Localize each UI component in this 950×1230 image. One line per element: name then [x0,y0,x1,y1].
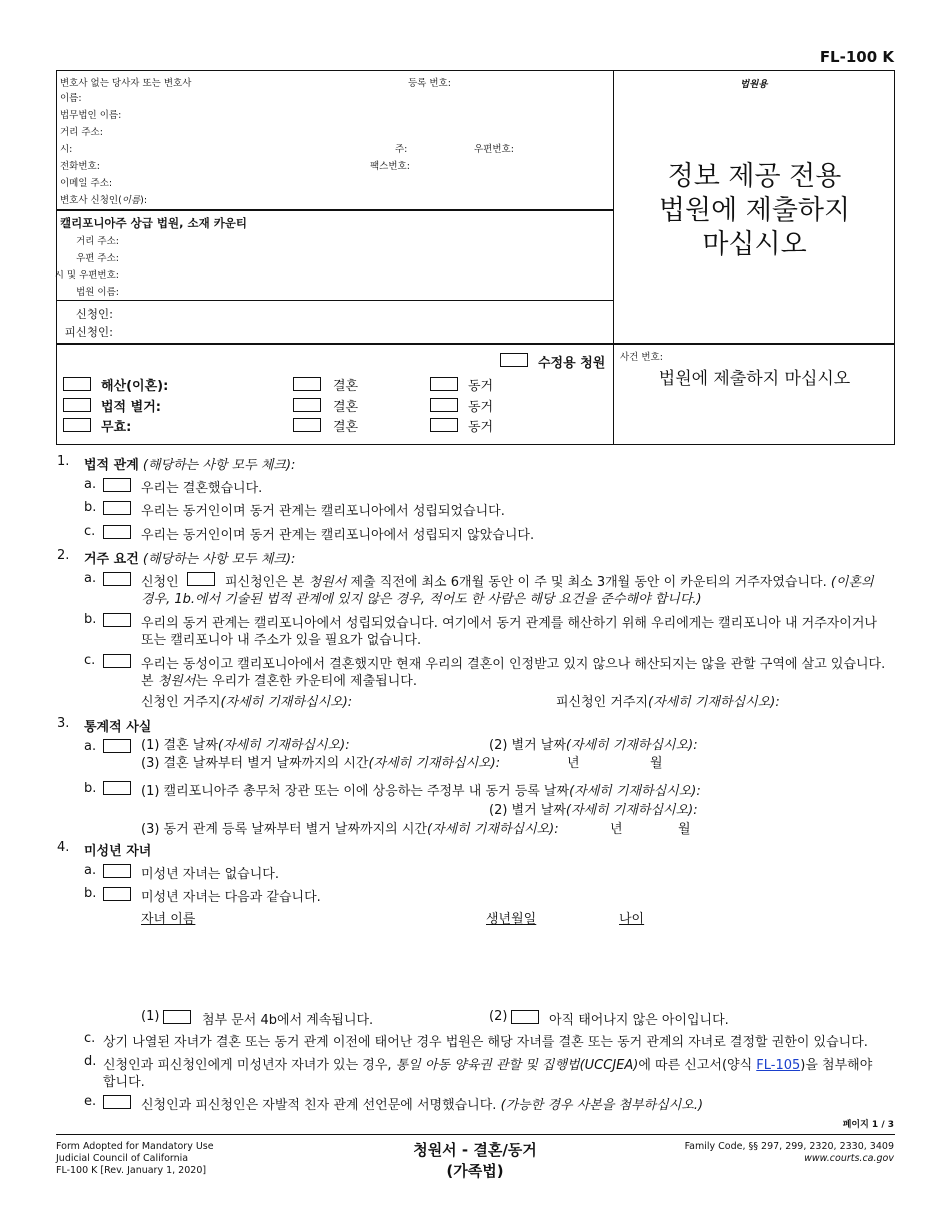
minor-children-checkbox[interactable] [103,887,131,901]
item-2a-text-line2: 경우, 1b.에서 기술된 법적 관계에 있지 않은 경우, 적어도 한 사람은 해당 요건을 준수해야 합니다.) [141,592,702,607]
footer-rule [56,1134,895,1135]
item-4b2-number: (2) [489,1009,508,1024]
street-label: 거리 주소: [60,127,103,138]
item-2c-text: 우리는 동성이고 캘리포니아에서 결혼했지만 현재 우리의 결혼이 인정받고 있지 않으나 해산되지는 않을 관할 구역에 살고 있습니다. [141,657,886,672]
item-4b1-number: (1) [141,1009,160,1024]
residence-2c-checkbox[interactable] [103,654,131,668]
dissolution-partnership-label: 동거 [468,379,494,394]
item-4d-text: 신청인과 피신청인에게 미성년자 자녀가 있는 경우, 통일 아동 양육권 관할 및 집행법(UCCJEA)에 따른 신고서(양식 FL-105)을 첨부해야 [103,1058,873,1073]
section-4-heading: 미성년 자녀 [84,844,152,859]
partnership-registration-label: (1) 캘리포니아주 총무처 장관 또는 이에 상응하는 주정부 내 동거 등록 날짜(자세히 기재하십시오): [141,784,701,799]
respondent-residence-label: 피신청인 거주지(자세히 기재하십시오): [556,695,780,710]
item-2a-letter: a. [84,571,97,586]
item-1b-text: 우리는 동거인이며 동거 관계는 캘리포니아에서 성립되었습니다. [141,504,505,519]
footer-citation: Family Code, §§ 297, 299, 2320, 2330, 3409 www.courts.ca.gov [684,1141,894,1164]
item-2b-text: 우리의 동거 관계는 캘리포니아에서 성립되었습니다. 여기에서 동거 관계를 해산하기 위해 우리에게는 캘리포니아 내 거주자이거나 [141,616,877,631]
item-4b-text: 미성년 자녀는 다음과 같습니다. [141,890,321,905]
legal-separation-label: 법적 별거: [101,400,161,415]
section-4-number: 4. [57,840,70,855]
dissolution-partnership-checkbox[interactable] [430,377,458,391]
court-mailing-label: 우편 주소: [76,253,119,264]
nullity-label: 무효: [101,420,132,435]
separation-date-label-3a: (2) 별거 날짜(자세히 기재하십시오): [489,738,698,753]
partnership-non-ca-checkbox[interactable] [103,525,131,539]
section-2-heading: 거주 요건 (해당하는 사항 모두 체크): [84,552,296,567]
firm-label: 법무법인 이름: [60,110,122,121]
dissolution-label: 해산(이혼): [101,379,169,394]
nullity-marriage-label: 결혼 [333,420,359,435]
partnership-ca-checkbox[interactable] [103,501,131,515]
email-label: 이메일 주소: [60,178,113,189]
item-4a-text: 미성년 자녀는 없습니다. [141,867,279,882]
item-2b-letter: b. [84,612,97,627]
item-2b-text-line2: 또는 캘리포니아 내 주소가 있을 필요가 없습니다. [141,633,422,648]
legal-separation-marriage-label: 결혼 [333,400,359,415]
case-number-label: 사건 번호: [620,352,663,363]
phone-label: 전화번호: [60,161,100,172]
amended-checkbox[interactable] [500,353,528,367]
residence-2b-checkbox[interactable] [103,613,131,627]
attorney-for-label: 변호사 신청인(이름): [60,195,148,206]
continued-attachment-checkbox[interactable] [163,1010,191,1024]
court-use-label: 법원용 [740,79,768,90]
nullity-marriage-checkbox[interactable] [293,418,321,432]
legal-separation-partnership-label: 동거 [468,400,494,415]
residence-2a-checkbox[interactable] [103,572,131,586]
section-1-number: 1. [57,454,70,469]
item-4b2-text: 아직 태어나지 않은 아이입니다. [549,1013,729,1028]
city-label: 시: [60,144,73,155]
legal-separation-marriage-checkbox[interactable] [293,398,321,412]
legal-separation-checkbox[interactable] [63,398,91,412]
courts-website: www.courts.ca.gov [804,1153,894,1164]
marriage-date-label: (1) 결혼 날짜(자세히 기재하십시오): [141,738,350,753]
footer-title: 청원서 - 결혼/동거 (가족법) [413,1141,537,1180]
item-2a-text: 피신청인은 본 청원서 제출 직전에 최소 6개월 동안 이 주 및 최소 3개월 동안 이 카운티의 거주자였습니다. (이혼의 [225,575,874,590]
child-name-header: 자녀 이름 [141,912,196,927]
dissolution-marriage-label: 결혼 [333,379,359,394]
nullity-partnership-checkbox[interactable] [430,418,458,432]
unborn-child-checkbox[interactable] [511,1010,539,1024]
paternity-declaration-checkbox[interactable] [103,1095,131,1109]
item-2c-text-line2: 본 청원서는 우리가 결혼한 카운티에 제출됩니다. [141,674,417,689]
respondent-label: 피신청인: [64,325,113,339]
item-1c-letter: c. [84,524,96,539]
section-2-number: 2. [57,548,70,563]
item-4b1-text: 첨부 문서 4b에서 계속됩니다. [202,1013,374,1028]
separation-date-label-3b: (2) 별거 날짜(자세히 기재하십시오): [489,803,698,818]
years-label-3a: 년 [567,756,580,771]
page-number: 페이지 1 / 3 [842,1120,894,1130]
age-header: 나이 [619,912,645,927]
item-2c-letter: c. [84,653,96,668]
item-4c-text: 상기 나열된 자녀가 결혼 또는 동거 관계 이전에 태어난 경우 법원은 해당 자녀를 결혼 또는 동거 관계의 자녀로 결정할 권한이 있습니다. [103,1035,868,1050]
nullity-checkbox[interactable] [63,418,91,432]
no-minor-children-checkbox[interactable] [103,864,131,878]
marriage-duration-label: (3) 결혼 날짜부터 별거 날짜까지의 시간(자세히 기재하십시오): [141,756,501,771]
statistics-3b-checkbox[interactable] [103,781,131,795]
court-branch-label: 법원 이름: [76,287,119,298]
item-1a-letter: a. [84,477,97,492]
birthdate-header: 생년월일 [486,912,537,927]
court-use-notice: 정보 제공 전용 법원에 제출하지 마십시오 [658,161,851,260]
section-1-heading: 법적 관계 (해당하는 사항 모두 체크): [84,458,296,473]
attorney-title: 변호사 없는 당사자 또는 변호사 [60,78,192,89]
court-street-label: 거리 주소: [76,236,119,247]
fl-105-link[interactable]: FL-105 [756,1058,801,1073]
state-label: 주: [395,144,408,155]
years-label-3b: 년 [610,822,623,837]
item-2a-petitioner: 신청인 [141,575,179,590]
item-4b-letter: b. [84,886,97,901]
item-4a-letter: a. [84,863,97,878]
married-checkbox[interactable] [103,478,131,492]
section-3-number: 3. [57,716,70,731]
partnership-duration-label: (3) 동거 관계 등록 날짜부터 별거 날짜까지의 시간(자세히 기재하십시오): [141,822,559,837]
statistics-3a-checkbox[interactable] [103,739,131,753]
court-title: 캘리포니아주 상급 법원, 소재 카운티 [60,216,248,230]
fax-label: 팩스번호: [370,161,410,172]
item-4c-letter: c. [84,1031,96,1046]
nullity-partnership-label: 동거 [468,420,494,435]
state-bar-label: 등록 번호: [408,78,451,89]
name-label: 이름: [60,93,82,104]
zip-label: 우편번호: [474,144,514,155]
item-1b-letter: b. [84,500,97,515]
court-city-label: 시 및 우편번호: [54,270,119,281]
case-number-notice: 법원에 제출하지 마십시오 [658,369,851,389]
form-id: FL-100 K [819,48,894,66]
item-4e-letter: e. [84,1094,97,1109]
item-1a-text: 우리는 결혼했습니다. [141,481,263,496]
item-4d-text-line2: 합니다. [103,1075,145,1090]
item-3a-letter: a. [84,739,97,754]
item-4d-letter: d. [84,1054,97,1069]
months-label-3a: 월 [650,756,663,771]
adoption-notice: Form Adopted for Mandatory Use Judicial Council of California FL-100 K [Rev. January 1, 2020] [56,1141,214,1176]
legal-separation-partnership-checkbox[interactable] [430,398,458,412]
dissolution-checkbox[interactable] [63,377,91,391]
section-3-heading: 통계적 사실 [84,720,152,735]
residence-2a-petitioner-checkbox[interactable] [187,572,215,586]
petitioner-label: 신청인: [75,307,113,321]
months-label-3b: 월 [678,822,691,837]
petitioner-residence-label: 신청인 거주지(자세히 기재하십시오): [141,695,353,710]
item-1c-text: 우리는 동거인이며 동거 관계는 캘리포니아에서 성립되지 않았습니다. [141,528,535,543]
item-4e-text: 신청인과 피신청인은 자발적 친자 관계 선언문에 서명했습니다. (가능한 경우 사본을 첨부하십시오.) [141,1098,704,1113]
item-3b-letter: b. [84,781,97,796]
dissolution-marriage-checkbox[interactable] [293,377,321,391]
amended-label: 수정용 청원 [538,356,606,371]
